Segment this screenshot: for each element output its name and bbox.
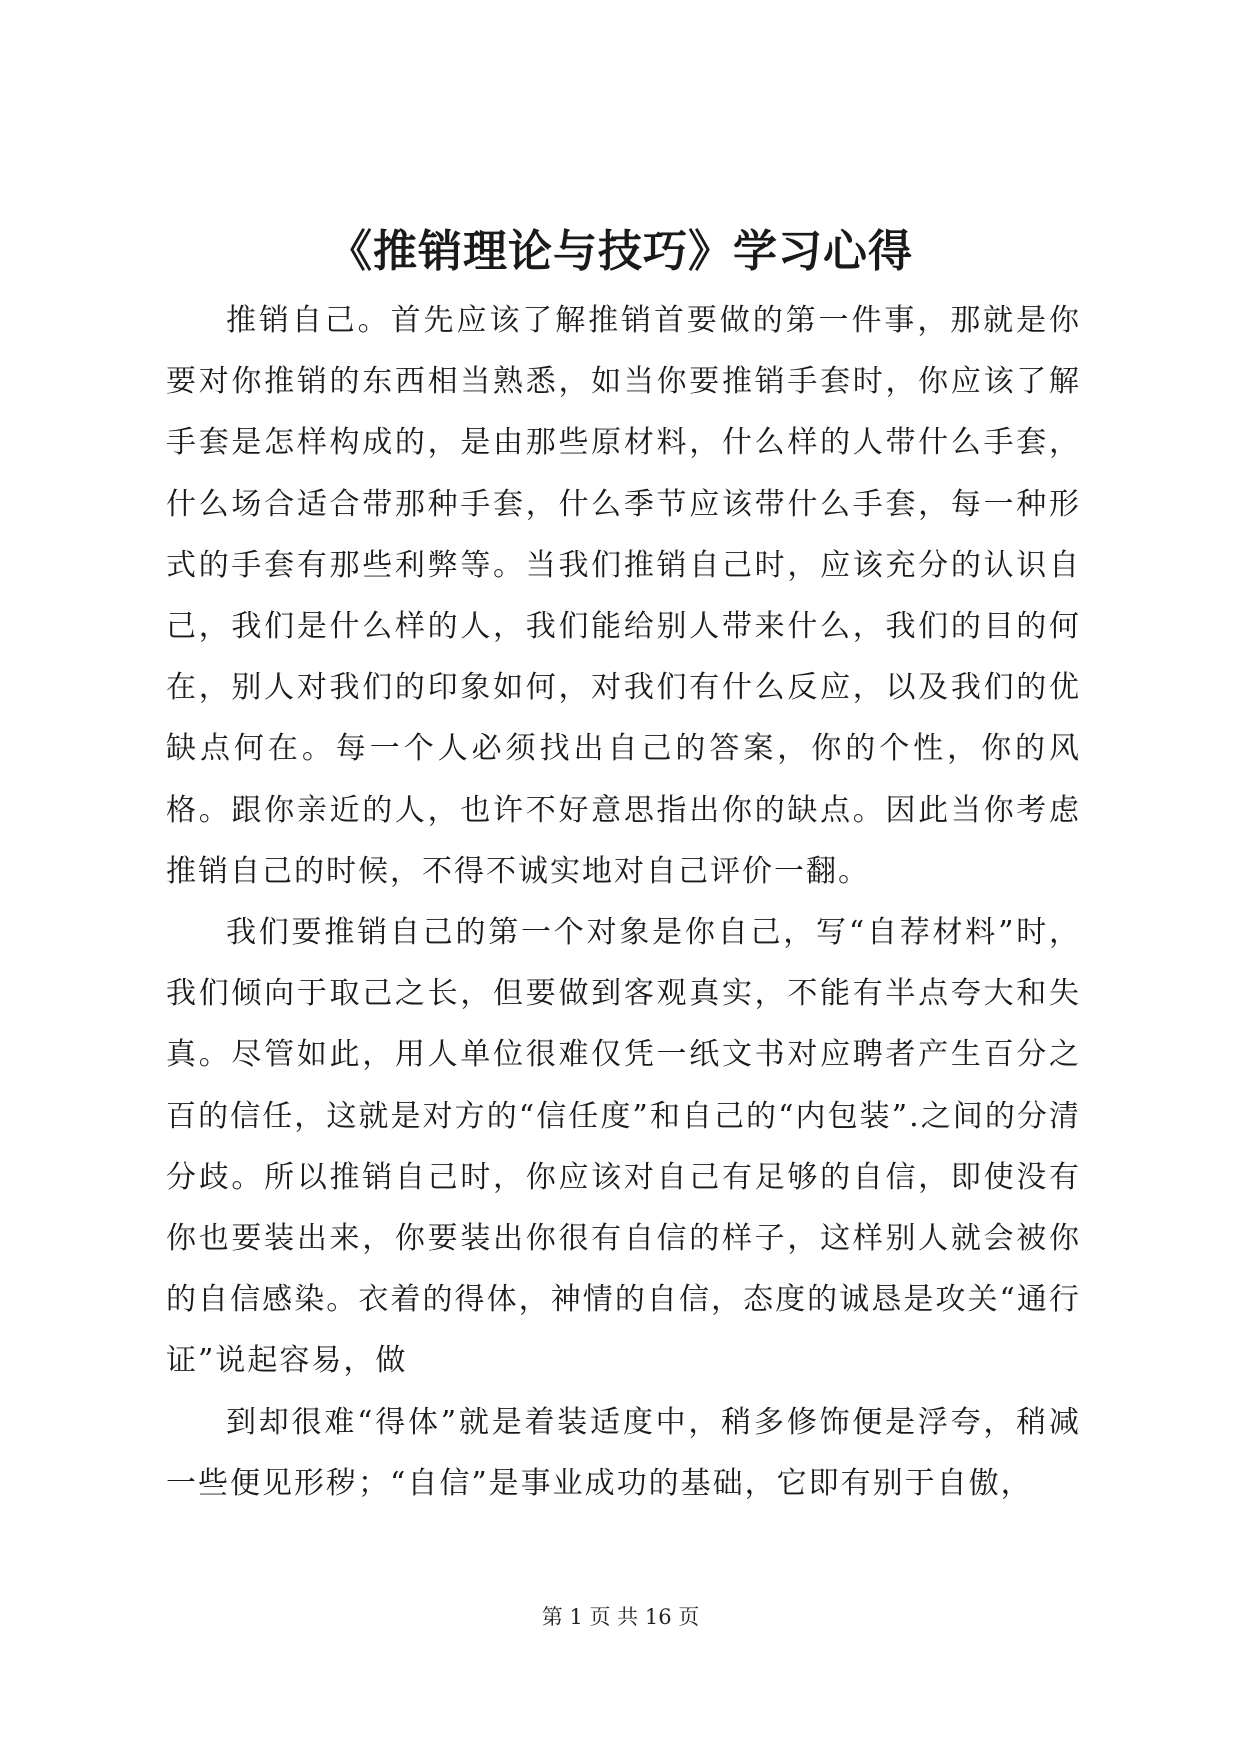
document-body (166, 290, 1081, 1514)
document-title: 《推销理论与技巧》学习心得 (328, 226, 913, 277)
paragraph-3: 到却很难“得体”就是着装适度中，稍多修饰便是浮夸，稍减一些便见形秽；“自信”是事业成功的基础，它即有别于自傲， (166, 1404, 1081, 1501)
paragraph-2: 我们要推销自己的第一个对象是你自己，写“自荐材料”时，我们倾向于取己之长，但要做到客观真实，不能有半点夸大和失真。尽管如此，用人单位很难仅凭一纸文书对应聘者产生百分之百的信任，这就是对方的“信任度”和自己的“内包装”.之间的分清分歧。所以推销自己时，你应该对自己有足够的自信，即使没有你也要装出来，你要装出你很有自信的样子，这样别人就会被你的自信感染。衣着的得体，神情的自信，态度的诚恳是攻关“通行证”说起容易，做 (166, 915, 1081, 1379)
paragraph-1: 推销自己。首先应该了解推销首要做的第一件事，那就是你要对你推销的东西相当熟悉，如当你要推销手套时，你应该了解手套是怎样构成的，是由那些原材料，什么样的人带什么手套，什么场合适合带那种手套，什么季节应该带什么手套，每一种形式的手套有那些利弊等。当我们推销自己时，应该充分的认识自己，我们是什么样的人，我们能给别人带来什么，我们的目的何在，别人对我们的印象如何，对我们有什么反应，以及我们的优缺点何在。每一个人必须找出自己的答案，你的个性，你的风格。跟你亲近的人，也许不好意思指出你的缺点。因此当你考虑推销自己的时候，不得不诚实地对自己评价一翻。 (166, 303, 1081, 889)
page-number-footer: 第 1 页 共 16 页 (541, 1605, 700, 1629)
